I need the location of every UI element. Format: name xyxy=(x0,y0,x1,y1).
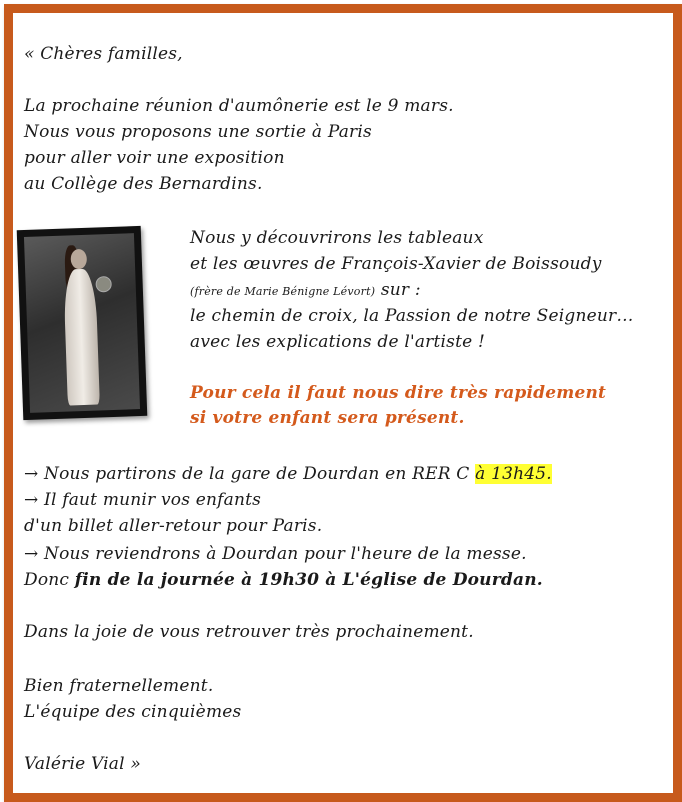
description-line-2: et les œuvres de François-Xavier de Boissoudy xyxy=(190,254,602,274)
sign-off-line-1: Bien fraternellement. xyxy=(24,676,214,696)
departure-time-highlight: à 13h45. xyxy=(475,464,552,484)
ticket-line-1: → Il faut munir vos enfants xyxy=(24,490,262,510)
figure-head xyxy=(70,249,87,270)
closing-wish: Dans la joie de vous retrouver très prochainement. xyxy=(24,622,474,642)
artwork-photo xyxy=(17,226,148,420)
sign-off-line-2: L'équipe des cinquièmes xyxy=(24,702,242,722)
intro-line-2: Nous vous proposons une sortie à Paris xyxy=(24,122,372,142)
description-line-5: avec les explications de l'artiste ! xyxy=(190,332,486,352)
ticket-line-2: d'un billet aller-retour pour Paris. xyxy=(24,516,323,536)
departure-text: → Nous partirons de la gare de Dourdan en RER C xyxy=(24,464,470,484)
signature: Valérie Vial » xyxy=(24,754,141,774)
end-of-day-bold: fin de la journée à 19h30 à L'église de Dourdan. xyxy=(74,570,543,590)
artwork-painting xyxy=(24,233,140,413)
description-line-1: Nous y découvrirons les tableaux xyxy=(190,228,484,248)
request-line-1: Pour cela il faut nous dire très rapidement xyxy=(190,383,607,403)
return-line: → Nous reviendrons à Dourdan pour l'heure de la messe. xyxy=(24,544,527,564)
intro-line-1: La prochaine réunion d'aumônerie est le 9 mars. xyxy=(24,96,454,116)
description-line-3-rest: sur : xyxy=(380,280,421,300)
end-of-day-line xyxy=(24,570,543,590)
end-of-day-prefix: Donc xyxy=(24,570,70,590)
greeting: « Chères familles, xyxy=(24,44,183,64)
brother-note: (frère de Marie Bénigne Lévort) xyxy=(190,285,376,298)
intro-line-4: au Collège des Bernardins. xyxy=(24,174,263,194)
departure-line xyxy=(24,464,552,484)
description-line-3 xyxy=(190,280,421,302)
intro-line-3: pour aller voir une exposition xyxy=(24,148,285,168)
figure-robe xyxy=(63,269,100,406)
description-line-4: le chemin de croix, la Passion de notre Seigneur… xyxy=(190,306,634,326)
figure-hand xyxy=(95,276,112,293)
request-line-2: si votre enfant sera présent. xyxy=(190,408,465,428)
